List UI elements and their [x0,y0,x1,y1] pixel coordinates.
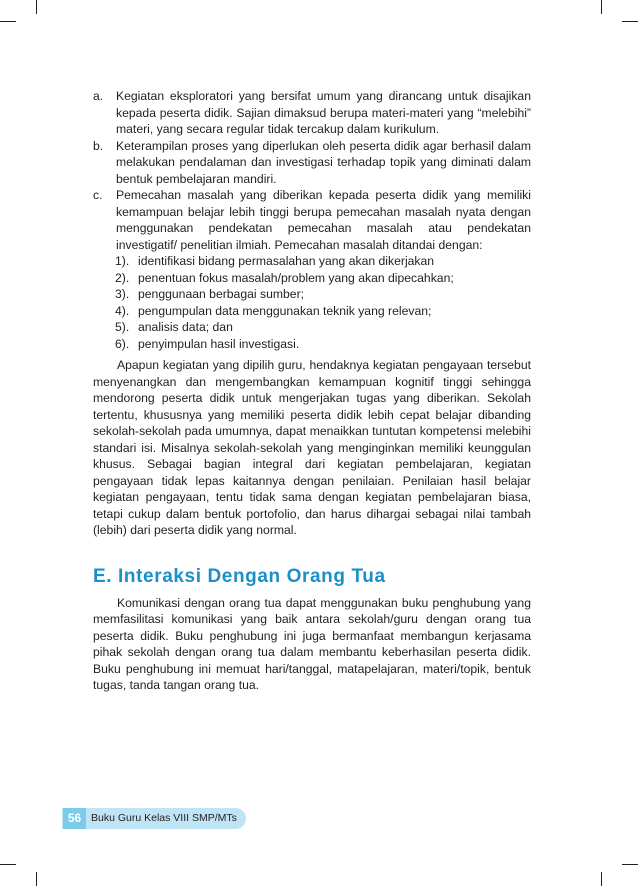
page-body [93,88,531,706]
list-item-b [93,138,531,188]
crop-mark-tr-v [601,0,602,14]
sub-list-text: penentuan fokus masalah/problem yang akan dipecahkan; [138,270,454,285]
list-item-text: Kegiatan eksploratori yang bersifat umum yang dirancang untuk disajikan kepada peserta didik. Sajian dimaksud berupa materi-materi yang “melebihi” materi, yang secara regular tidak tercakup dalam kurikulum. [116,89,531,136]
list-item-text: Keterampilan proses yang diperlukan oleh peserta didik agar berhasil dalam melakukan pendalaman dan investigasi terhadap topik yang diminati dalam bentuk pembelajaran mandiri. [116,138,531,186]
sub-list-number: 1). [115,254,130,268]
sub-list-text: penyimpulan hasil investigasi. [138,336,300,351]
sub-list-number: 5). [115,320,130,334]
list-marker: a. [93,89,104,103]
crop-mark-bl-h [0,864,16,865]
sub-list-item [93,270,531,287]
crop-mark-br-h [622,864,638,865]
section-heading: E. Interaksi Dengan Orang Tua [93,565,386,587]
sub-list-number: 3). [115,287,130,301]
footer-book-title: Buku Guru Kelas VIII SMP/MTs [91,812,237,824]
list-item-text: Pemecahan masalah yang diberikan kepada peserta didik yang memiliki kemampuan belajar lebih tinggi berupa pemecahan masalah nyata dengan menggunakan pendekatan pemecahan masalah atau pendekatan investigatif/ penelitian ilmiah. Pemecahan masalah ditandai dengan: [116,188,531,252]
sub-list-item [93,319,531,336]
crop-mark-tl-h [0,21,16,22]
crop-mark-tl-v [36,0,37,14]
sub-list-number: 4). [115,303,130,318]
sub-list-item [93,253,531,270]
crop-mark-br-v [601,872,602,886]
page-number: 56 [63,808,86,829]
crop-mark-tr-h [622,21,638,22]
body-paragraph-enrichment: Apapun kegiatan yang dipilih guru, hendaknya kegiatan pengayaan tersebut menyenangkan dan mengembangkan kemampuan kognitif tinggi sehingga mendorong peserta didik untuk mengerjakan tugas yang diberikan. Sekolah tertentu, khususnya yang memiliki peserta didik lebih cepat belajar dibanding sekolah-sekolah pada umumnya, dapat menaikkan tuntutan kompetensi melebihi standari isi. Misalnya sekolah-sekolah yang menginginkan memiliki keunggulan khusus. Sebagai bagian integral dari kegiatan pembelajaran, kegiatan pengayaan tidak lepas kaitannya dengan penilaian. Penilaian hasil belajar kegiatan pengayaan, tentu tidak sama dengan kegiatan pembelajaran biasa, tetapi cukup dalam bentuk portofolio, dan harus dihargai sebagai nilai tambah (lebih) dari peserta didik yang normal. [93,358,531,537]
list-marker: c. [93,188,103,202]
sub-list-item [93,303,531,320]
sub-list-number: 6). [115,336,130,351]
list-marker: b. [93,138,104,153]
sub-list-text: identifikasi bidang permasalahan yang akan dikerjakan [138,254,435,268]
sub-list-item [93,286,531,303]
sub-list-text: pengumpulan data menggunakan teknik yang relevan; [138,303,432,318]
sub-list-text: penggunaan berbagai sumber; [138,287,305,301]
list-item-a [93,88,531,138]
body-paragraph-parent-interaction: Komunikasi dengan orang tua dapat menggunakan buku penghubung yang memfasilitasi komunikasi yang baik antara sekolah/guru dengan orang tua peserta didik. Buku penghubung ini juga bermanfaat membangun kerjasama pihak sekolah dengan orang tua dalam membantu keberhasilan peserta didik. Buku penghubung ini memuat hari/tanggal, matapelajaran, materi/topik, bentuk tugas, tanda tangan orang tua. [93,595,531,692]
sub-list-number: 2). [115,270,130,285]
sub-list-item [93,336,531,353]
sub-list-text: analisis data; dan [138,320,233,334]
crop-mark-bl-v [36,872,37,886]
list-item-c [93,187,531,253]
